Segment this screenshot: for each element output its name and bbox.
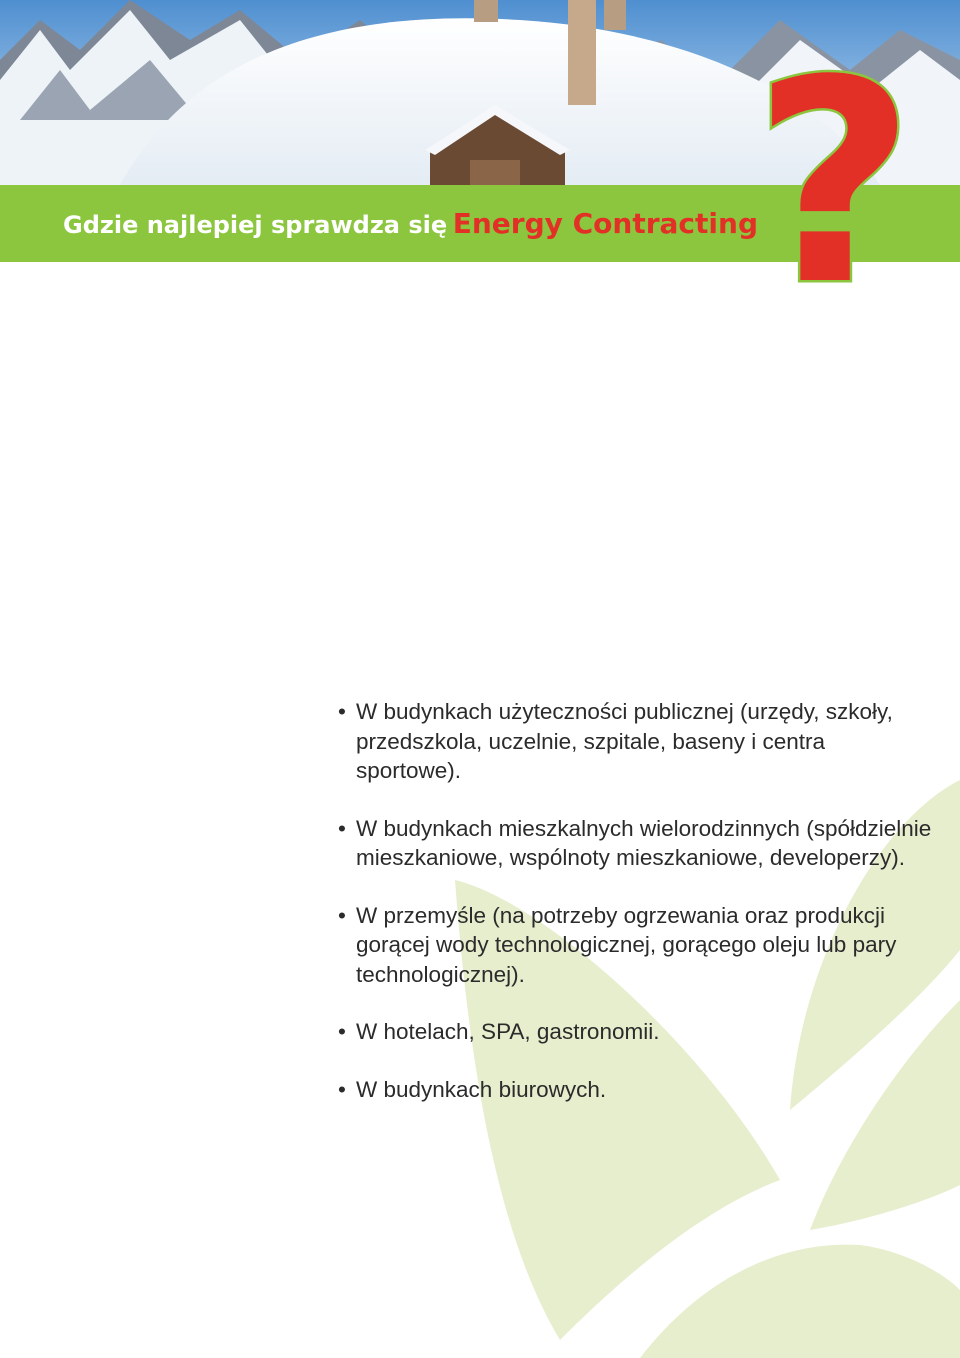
list-item: • W hotelach, SPA, gastronomii. [336,1017,936,1047]
page-title [63,204,758,248]
list-item: • W budynkach użyteczności publicznej (urzędy, szkoły, przedszkola, uczelnie, szpitale, baseny i centra sportowe). [336,697,936,786]
list-item: • W budynkach mieszkalnych wielorodzinnych (spółdzielnie mieszkaniowe, wspólnoty mieszkaniowe, developerzy). [336,814,936,873]
list-item: • W budynkach biurowych. [336,1075,936,1105]
title-brand: Energy Contracting [452,207,758,240]
usage-list [336,697,936,1132]
title-lead: Gdzie najlepiej sprawdza się [63,211,448,239]
question-mark-glyph: ? [752,21,916,347]
question-mark-icon [752,21,916,347]
list-item: • W przemyśle (na potrzeby ogrzewania oraz produkcji gorącej wody technologicznej, gorącego oleju lub pary technologicznej). [336,901,936,990]
